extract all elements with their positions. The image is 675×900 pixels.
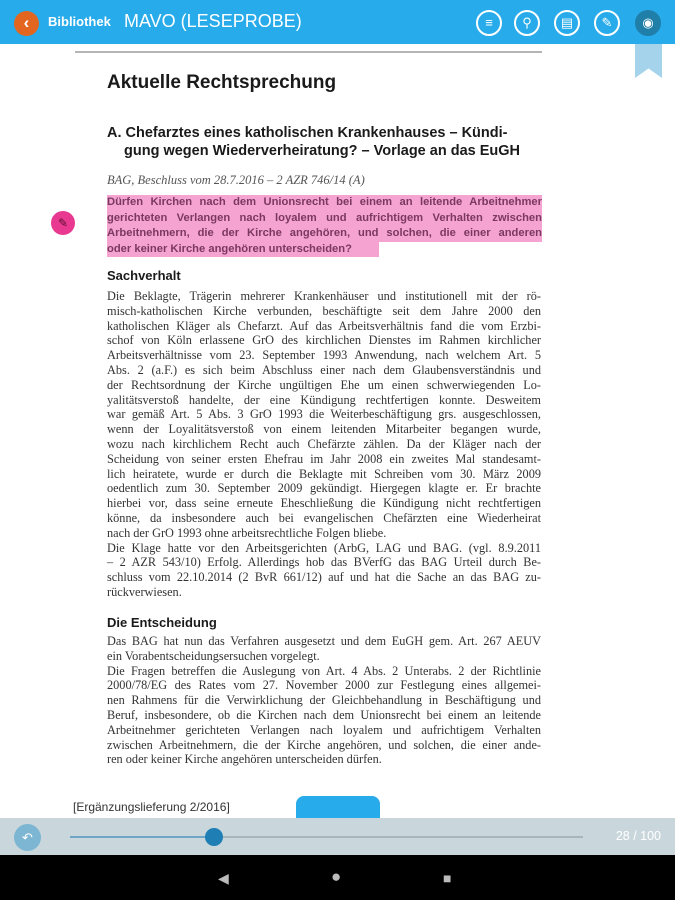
heading-line: gung wegen Wiederverheiratung? – Vorlage an das EuGH <box>124 143 521 159</box>
app-header <box>0 0 675 44</box>
text-line: misch-katholischen Kirche verbunden, beschäftigte seit dem Jahre 2000 den <box>107 303 541 318</box>
page-footer: [Ergänzungslieferung 2/2016] <box>73 800 230 814</box>
text-line: wenn der Loyalitätsverstoß von einem leitenden Mitarbeiter begangen wurde, <box>107 422 541 437</box>
text-line: oedentlich zum 30. September 2009 gekündigt. Hiergegen klagte er. Er brachte <box>107 481 541 496</box>
search-icon[interactable]: ⚲ <box>514 10 540 36</box>
text-line: rückverwiesen. <box>107 584 182 599</box>
text-line: Das BAG hat nun das Verfahren ausgesetzt und dem EuGH gem. Art. 267 AEUV <box>107 634 541 648</box>
text-line: zwischen Arbeitnehmern, die der Kirche angehören, und solchen, die einer ande- <box>107 737 541 752</box>
system-nav-bar <box>0 855 675 900</box>
text-line: Scheidung von seiner ersten Ehefrau im Jahr 2008 ein zweites Mal standesamt- <box>107 451 541 466</box>
text-line: Die Beklagte, Trägerin mehrerer Krankenhäuser und institutionell mit der rö- <box>107 289 541 303</box>
back-nav-icon[interactable]: ◀ <box>218 870 229 886</box>
book-title: MAVO (LESEPROBE) <box>124 11 302 31</box>
page-divider <box>75 51 542 53</box>
text-line: Arbeitsverhältnisse vom 23. September 1993 Anwendung, nach welchem Art. 5 <box>107 348 541 363</box>
text-line: Arbeitnehmern, die der Kirche angehören, und solchen, die einer anderen <box>107 226 542 242</box>
page-counter: 28 / 100 <box>615 829 661 843</box>
text-line: könne, da insbesondere auch bei evangelischen Chefärzten eine Wiederheirat <box>107 510 541 525</box>
text-line: schluss vom 22.10.2014 (2 BvR 661/12) auf und hat die Sache an das BAG zu- <box>107 570 541 585</box>
eye-icon[interactable]: ◉ <box>635 10 661 36</box>
page-slider[interactable] <box>70 836 583 838</box>
text-line: der Rechtsordnung der Kirche ungültigen Ehe um einen schwerwiegenden Lo- <box>107 377 541 392</box>
text-line: Die Fragen betreffen die Auslegung von Art. 4 Abs. 2 Unterabs. 2 der Richtlinie <box>107 663 541 678</box>
slider-thumb[interactable] <box>205 828 223 846</box>
recents-nav-icon[interactable]: ■ <box>443 870 452 886</box>
sachverhalt-body <box>107 289 541 600</box>
text-line: Arbeitnehmer gerichteten Verlangen nach loyalem und aufrichtigem Verhalten <box>107 722 541 737</box>
text-line: Die Klage hatte vor den Arbeitsgerichten (ArbG, LAG und BAG. (vgl. 8.9.2011 <box>107 540 541 555</box>
menu-icon[interactable]: ≡ <box>476 10 502 36</box>
text-line: lich heiratete, wurde er durch die Beklagte mit Schreiben vom 30. März 2009 <box>107 466 541 481</box>
annotation-icon[interactable]: ✎ <box>51 211 75 235</box>
text-line: Dürfen Kirchen nach dem Unionsrecht bei einem an leitende Arbeitnehmer <box>107 195 542 211</box>
text-line: hierbei vor, dass seine erneute Eheschließung die Kündigung nicht rechtfertigen <box>107 496 541 511</box>
sachverhalt-heading: Sachverhalt <box>107 268 181 283</box>
highlighted-text[interactable] <box>107 195 542 257</box>
text-line: katholischen Kläger als Chefarzt. Auf das Arbeitsverhältnis fand die vom Erzbi- <box>107 318 541 333</box>
text-line: war gemäß Art. 5 Abs. 3 GrO 1993 die Weiterbeschäftigung grs. ausgeschlossen, <box>107 407 541 422</box>
bookmark-ribbon-icon[interactable] <box>635 44 662 78</box>
text-line: yalitätsverstoß handelte, der eine Kündigung rechtfertigen konnte. Desweitem <box>107 392 541 407</box>
citation: BAG, Beschluss vom 28.7.2016 – 2 AZR 746/14 (A) <box>107 173 365 187</box>
text-line: nen Rahmens für die Verwirklichung der Gleichbehandlung in Beschäftigung und <box>107 693 541 708</box>
text-line: Beruf, insbesondere, ob die Kirchen nach dem Unionsrecht bei einem an leitende <box>107 707 541 722</box>
text-line: wozu nach kirchlichem Recht auch Chefärzte zählen. Da der Kläger nach der <box>107 436 541 451</box>
text-line: nach der GrO 1993 ohne arbeitsrechtliche Folgen bliebe. <box>107 525 387 540</box>
text-line: ein Vorabentscheidungsersuchen vorgelegt. <box>107 648 320 663</box>
library-link[interactable]: Bibliothek <box>48 14 111 29</box>
page-navigation-bar <box>0 818 675 855</box>
text-line: gerichteten Verlangen nach loyalem und aufrichtigem Verhalten zwischen <box>107 211 542 227</box>
text-line: schof von Köln erlassene GrO des kirchlichen Dienstes im Rahmen kirchlicher <box>107 333 541 348</box>
back-button[interactable]: ‹ <box>14 11 39 36</box>
section-title: Aktuelle Rechtsprechung <box>107 72 337 93</box>
entscheidung-body <box>107 634 541 767</box>
text-line: oder keiner Kirche angehören unterscheiden? <box>107 242 379 258</box>
page-tab[interactable] <box>296 796 380 818</box>
slider-fill <box>70 836 214 838</box>
text-line: Abs. 2 (a.F.) es sich beim Abschluss einer nach dem Glaubensverständnis und <box>107 362 541 377</box>
undo-icon[interactable]: ↶ <box>14 824 41 851</box>
entscheidung-heading: Die Entscheidung <box>107 615 217 630</box>
text-line: – 2 AZR 543/10) Erfolg. Allerdings hob das BVerfG das BAG Urteil durch Be- <box>107 555 541 570</box>
text-line: ren oder keiner Kirche angehören unterscheiden dürfen. <box>107 752 382 767</box>
text-line: 2000/78/EG des Rates vom 27. November 2000 zur Festlegung eines allgemei- <box>107 678 541 693</box>
article-heading <box>107 124 547 160</box>
heading-line: A. Chefarztes eines katholischen Krankenhauses – Kündi- <box>107 125 508 141</box>
bookmarks-icon[interactable]: ▤ <box>554 10 580 36</box>
home-nav-icon[interactable]: ● <box>331 867 342 886</box>
pencil-icon[interactable]: ✎ <box>594 10 620 36</box>
